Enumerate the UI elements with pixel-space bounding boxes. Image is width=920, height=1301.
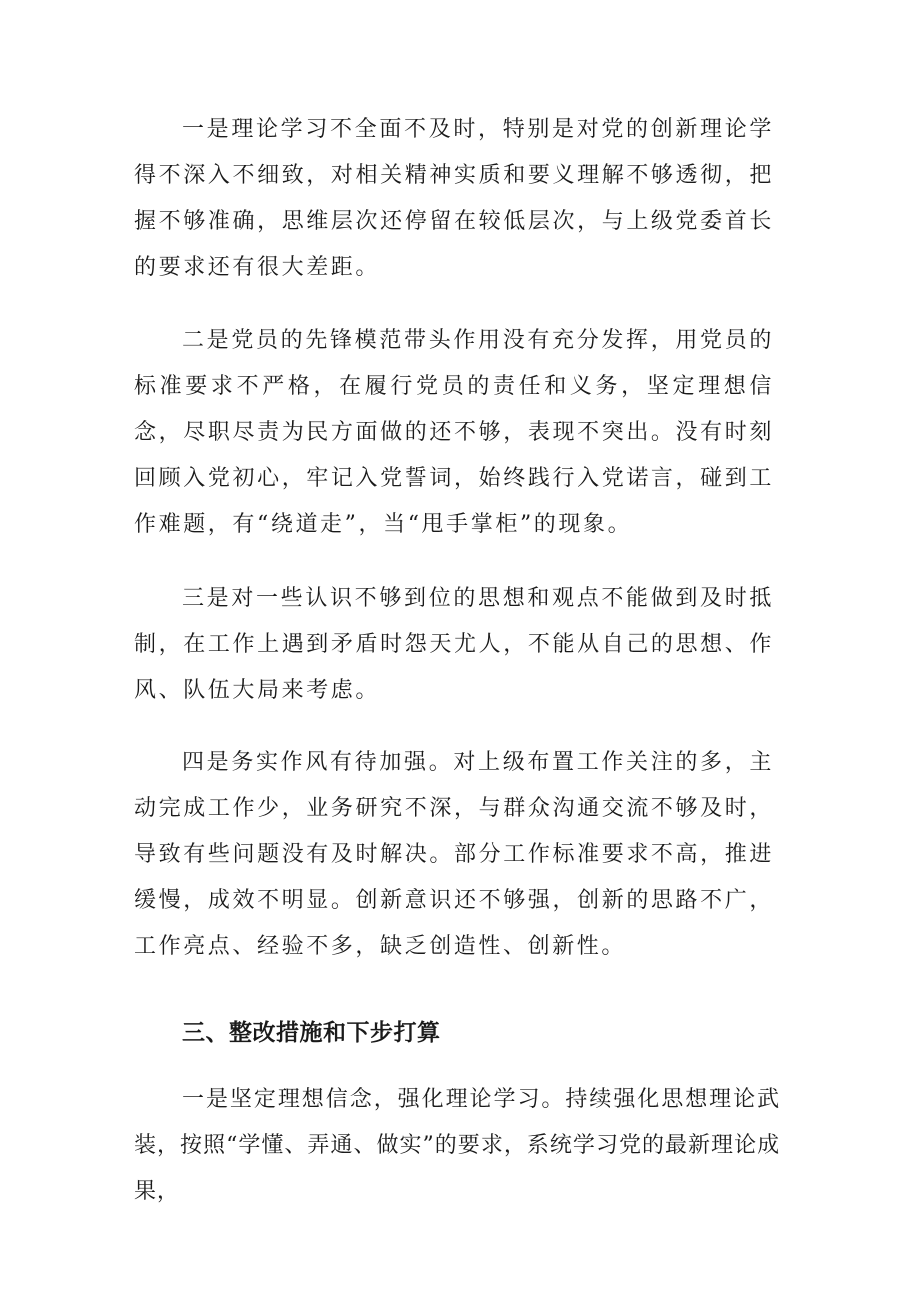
paragraph-1: 一是理论学习不全面不及时，特别是对党的创新理论学得不深入不细致，对相关精神实质和要义理解不够透彻，把握不够准确，思维层次还停留在较低层次，与上级党委首长的要求还有很大差距。 <box>134 117 774 280</box>
section-heading: 三、整改措施和下步打算 <box>182 1020 441 1046</box>
paragraph-3: 三是对一些认识不够到位的思想和观点不能做到及时抵制，在工作上遇到矛盾时怨天尤人，不能从自己的思想、作风、队伍大局来考虑。 <box>134 586 774 703</box>
paragraph-4: 四是务实作风有待加强。对上级布置工作关注的多，主动完成工作少，业务研究不深，与群众沟通交流不够及时，导致有些问题没有及时解决。部分工作标准要求不高，推进缓慢，成效不明显。创新意识还不够强，创新的思路不广，工作亮点、经验不多，缺乏创造性、创新性。 <box>134 750 774 959</box>
paragraph-2: 二是党员的先锋模范带头作用没有充分发挥，用党员的标准要求不严格，在履行党员的责任和义务，坚定理想信念，尽职尽责为民方面做的还不够，表现不突出。没有时刻回顾入党初心，牢记入党誓词，始终践行入党诺言，碰到工作难题，有“绕道走”，当“甩手掌柜”的现象。 <box>134 328 774 537</box>
section-paragraph-1: 一是坚定理想信念，强化理论学习。持续强化思想理论武装，按照“学懂、弄通、做实”的要求，系统学习党的最新理论成果， <box>134 1087 780 1204</box>
